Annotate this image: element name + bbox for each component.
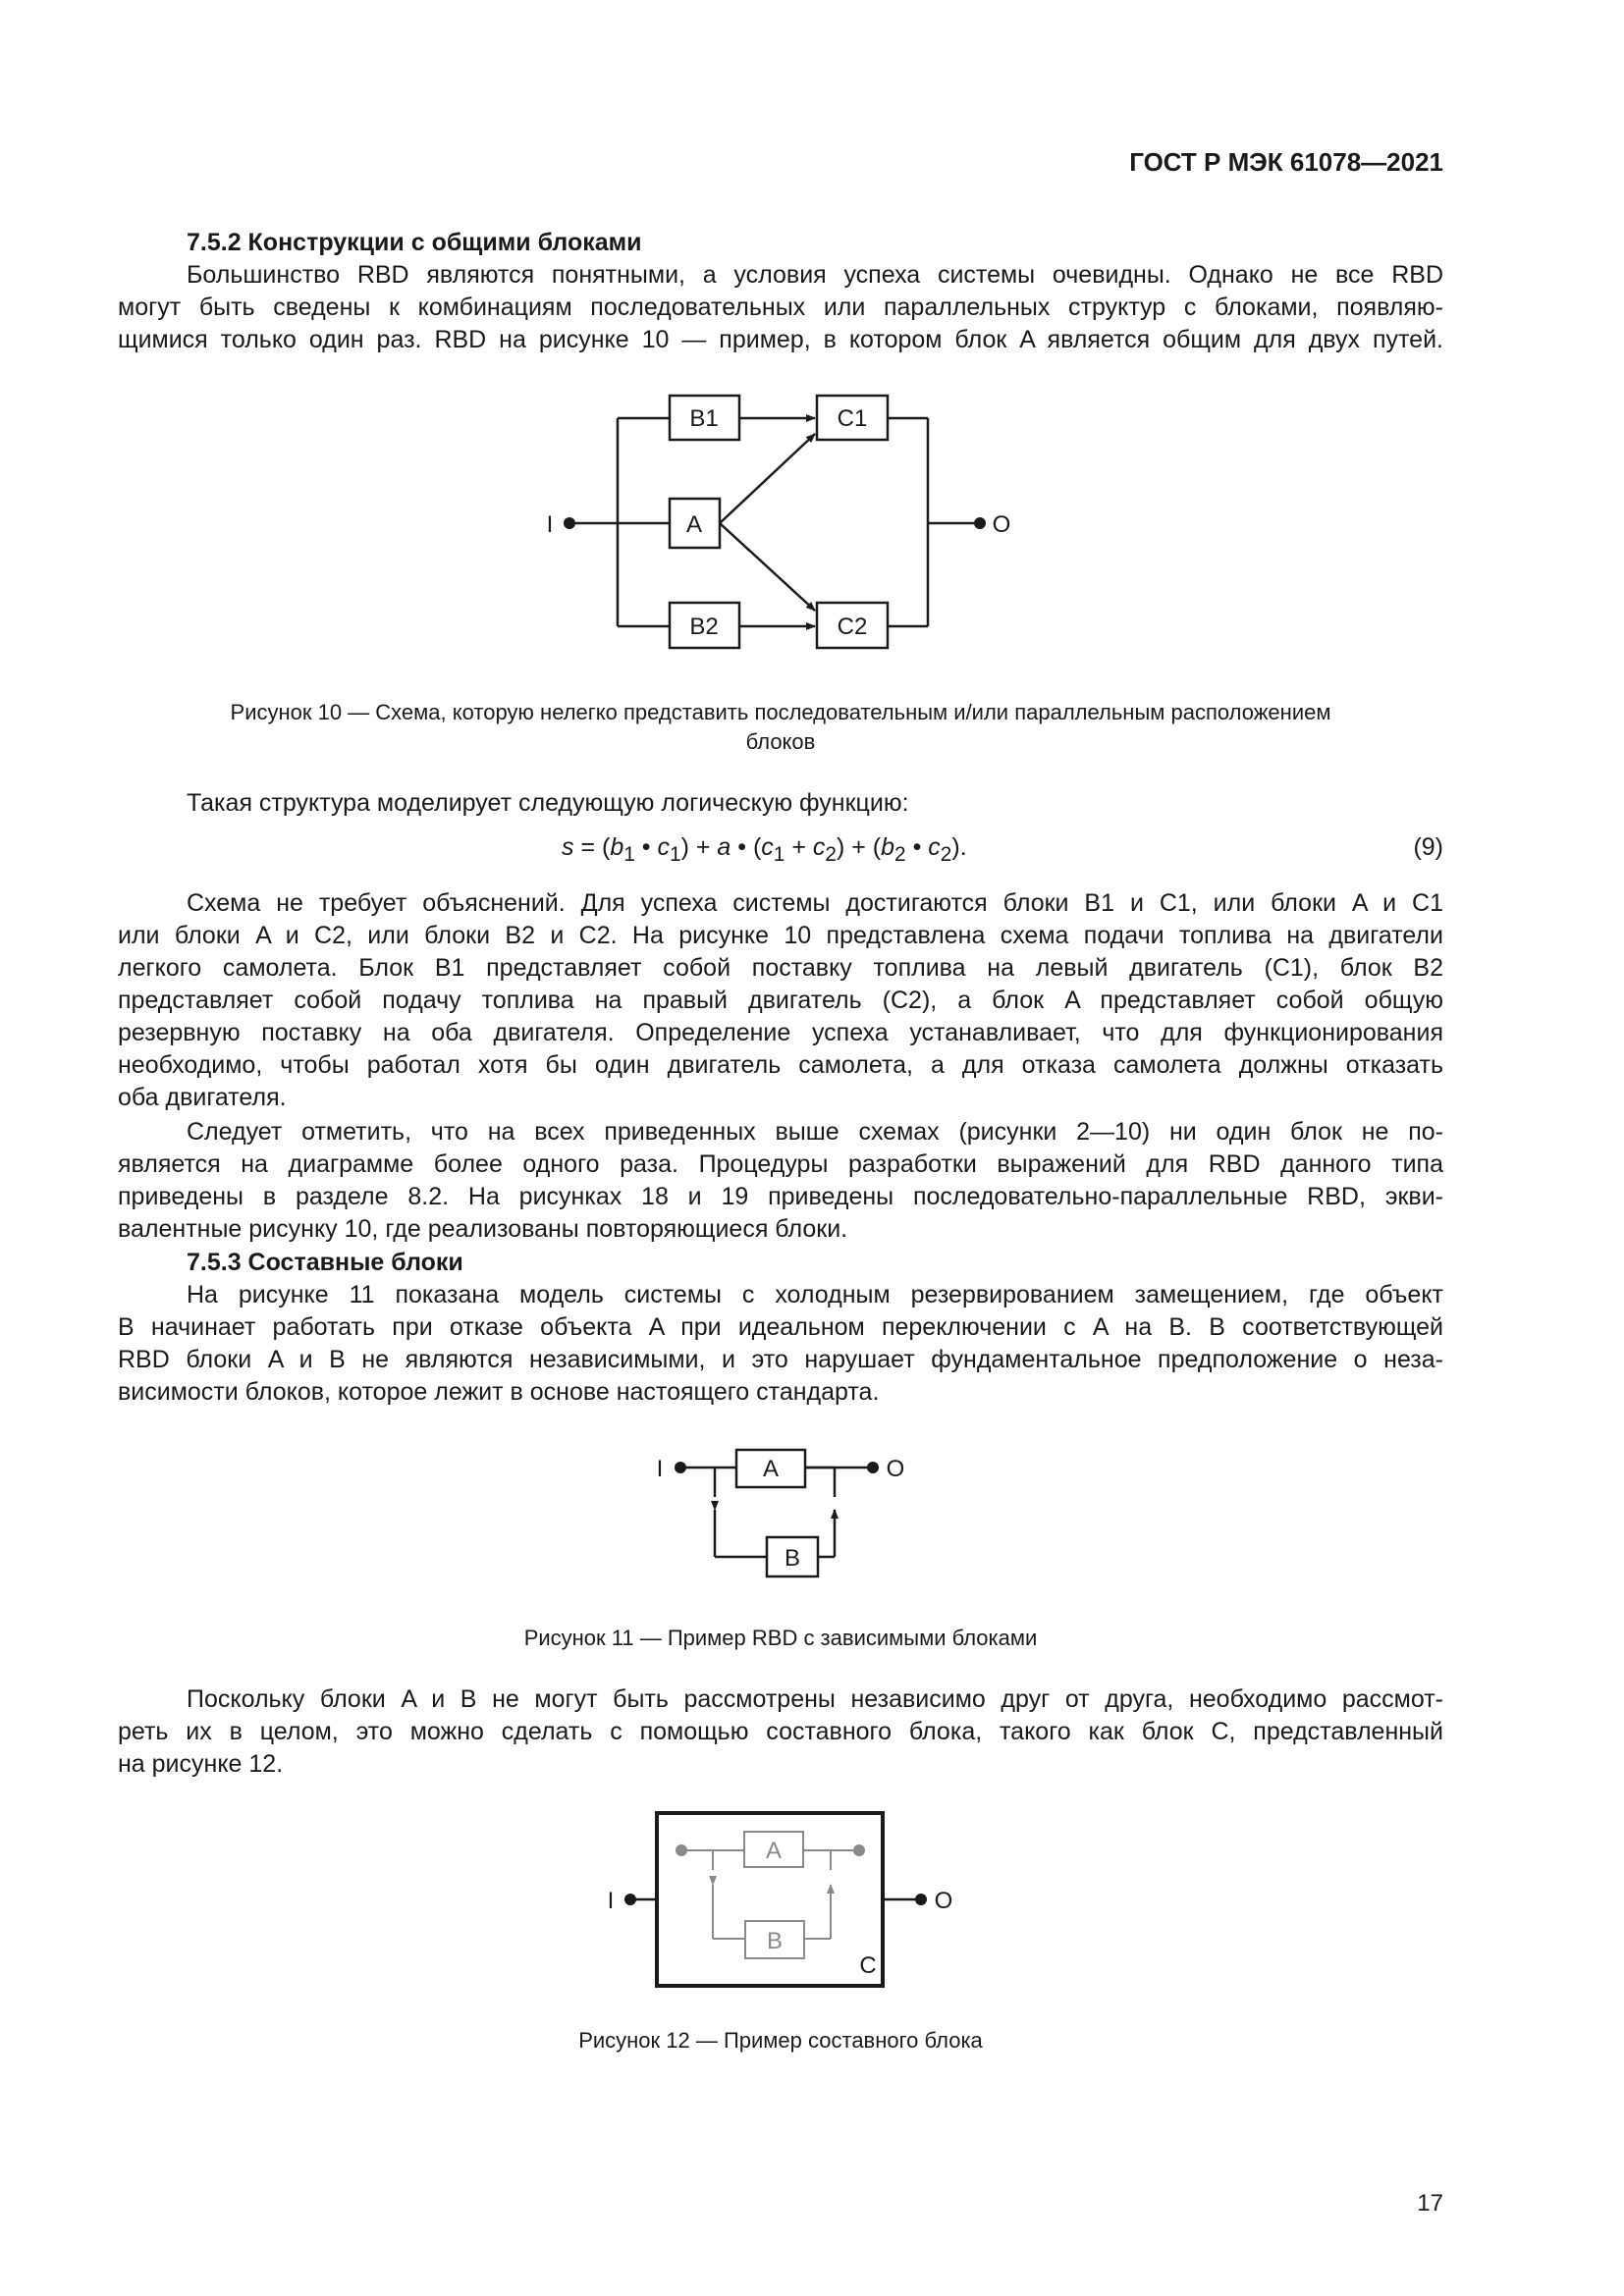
formula-9 [562, 833, 967, 867]
figure-12-diagram [589, 1801, 972, 1998]
block-b-label: B [784, 1545, 801, 1572]
paragraph-line: необходимо, чтобы работал хотя бы один двигатель самолета, а для отказа самолета должны отказать [118, 1051, 1443, 1079]
input-node [675, 1462, 686, 1473]
block-a-label: A [762, 1456, 780, 1482]
formula-part: • [634, 833, 658, 861]
formula-sub: 1 [773, 843, 785, 866]
formula-part: = ( [573, 833, 611, 861]
paragraph-line: приведены в разделе 8.2. На рисунках 18 и 19 приведены последовательно-параллельные RBD, экви- [118, 1183, 1443, 1210]
paragraph-line: Следует отметить, что на всех приведенных выше схемах (рисунки 2—10) ни один блок не по- [187, 1118, 1443, 1146]
formula-var: c [812, 833, 826, 861]
formula-var: c [657, 833, 670, 861]
arrow-a-c2 [720, 523, 815, 611]
block-b-label: B [766, 1928, 784, 1954]
paragraph-line: висимости блоков, которое лежит в основе настоящего стандарта. [118, 1378, 880, 1406]
formula-sub: 2 [825, 843, 837, 866]
section-heading-7-5-2: 7.5.2 Конструкции с общими блоками [187, 229, 642, 256]
formula-var: c [761, 833, 774, 861]
output-label: O [886, 1456, 905, 1482]
formula-part: + [785, 833, 813, 861]
block-c2-label: C2 [837, 614, 868, 640]
input-label: I [607, 1888, 615, 1914]
formula-var: a [717, 833, 731, 861]
figure-10-diagram [530, 373, 1041, 667]
input-label: I [546, 511, 554, 538]
paragraph-line: оба двигателя. [118, 1084, 287, 1111]
page-number: 17 [1417, 2190, 1443, 2216]
formula-var: b [610, 833, 624, 861]
paragraph-line: Такая структура моделирует следующую логическую функцию: [187, 789, 909, 817]
inner-output-node [853, 1844, 865, 1856]
document-standard-header: ГОСТ Р МЭК 61078—2021 [1129, 147, 1443, 177]
arrow-a-c1 [720, 434, 815, 523]
block-a-label: A [765, 1838, 783, 1864]
inner-input-node [676, 1844, 687, 1856]
figure-10-caption-cont: блоков [745, 729, 816, 754]
paragraph-line: является на диаграмме более одного раза. Процедуры разработки выражений для RBD данного типа [118, 1150, 1443, 1178]
output-label: O [992, 511, 1011, 538]
input-node [564, 517, 575, 529]
figure-11-diagram [638, 1438, 923, 1590]
input-label: I [656, 1456, 664, 1482]
formula-var: s [562, 833, 574, 861]
paragraph-line: На рисунке 11 показана модель системы с холодным резервированием замещением, где объект [187, 1281, 1443, 1308]
paragraph-line: щимися только один раз. RBD на рисунке 10 — пример, в котором блок A является общим для двух путей. [118, 326, 1443, 353]
paragraph-line: реть их в целом, это можно сделать с помощью составного блока, такого как блок C, представленный [118, 1718, 1443, 1745]
figure-10-caption: Рисунок 10 — Схема, которую нелегко представить последовательным и/или параллельным расположением [230, 700, 1331, 724]
formula-sub: 1 [669, 843, 681, 866]
formula-part: • [905, 833, 929, 861]
block-b2-label: B2 [689, 614, 719, 640]
formula-part: ). [951, 833, 967, 861]
formula-part: • ( [731, 833, 762, 861]
formula-sub: 2 [894, 843, 906, 866]
output-label: O [934, 1888, 953, 1914]
paragraph-line: на рисунке 12. [118, 1750, 284, 1778]
formula-var: b [881, 833, 895, 861]
equation-number: (9) [1413, 833, 1443, 861]
paragraph-line: валентные рисунку 10, где реализованы повторяющиеся блоки. [118, 1215, 848, 1243]
block-b1-label: B1 [689, 405, 719, 432]
formula-var: c [928, 833, 941, 861]
paragraph-line: Большинство RBD являются понятными, а условия успеха системы очевидны. Однако не все RBD [187, 261, 1443, 289]
formula-sub: 2 [940, 843, 952, 866]
figure-12-caption: Рисунок 12 — Пример составного блока [578, 2028, 983, 2053]
block-a-label: A [685, 511, 703, 538]
formula-sub: 1 [623, 843, 635, 866]
paragraph-line: Схема не требует объяснений. Для успеха системы достигаются блоки B1 и C1, или блоки A и C1 [187, 889, 1443, 917]
formula-part: ) + ( [836, 833, 882, 861]
paragraph-line: резервную поставку на оба двигателя. Определение успеха устанавливает, что для функционирования [118, 1019, 1443, 1046]
paragraph-line: представляет собой подачу топлива на правый двигатель (C2), а блок A представляет собой общую [118, 987, 1443, 1014]
section-heading-7-5-3: 7.5.3 Составные блоки [187, 1249, 463, 1276]
figure-11-caption: Рисунок 11 — Пример RBD с зависимыми блоками [523, 1626, 1038, 1650]
block-c-label: C [859, 1952, 877, 1979]
block-c1-label: C1 [837, 405, 868, 432]
formula-part: ) + [680, 833, 718, 861]
paragraph-line: легкого самолета. Блок B1 представляет собой поставку топлива на левый двигатель (C1), блок B2 [118, 954, 1443, 982]
output-node [974, 517, 986, 529]
output-node [915, 1894, 927, 1905]
input-node [624, 1894, 636, 1905]
paragraph-line: Поскольку блоки A и B не могут быть рассмотрены независимо друг от друга, необходимо рассмот- [187, 1685, 1443, 1713]
paragraph-line: или блоки A и C2, или блоки B2 и C2. На рисунке 10 представлена схема подачи топлива на двигатели [118, 922, 1443, 949]
paragraph-line: могут быть сведены к комбинациям последовательных или параллельных структур с блоками, появляю- [118, 294, 1443, 321]
paragraph-line: RBD блоки A и B не являются независимыми, и это нарушает фундаментальное предположение о неза- [118, 1346, 1443, 1373]
paragraph-line: B начинает работать при отказе объекта A при идеальном переключении с A на B. В соответствующей [118, 1313, 1443, 1341]
output-node [867, 1462, 879, 1473]
